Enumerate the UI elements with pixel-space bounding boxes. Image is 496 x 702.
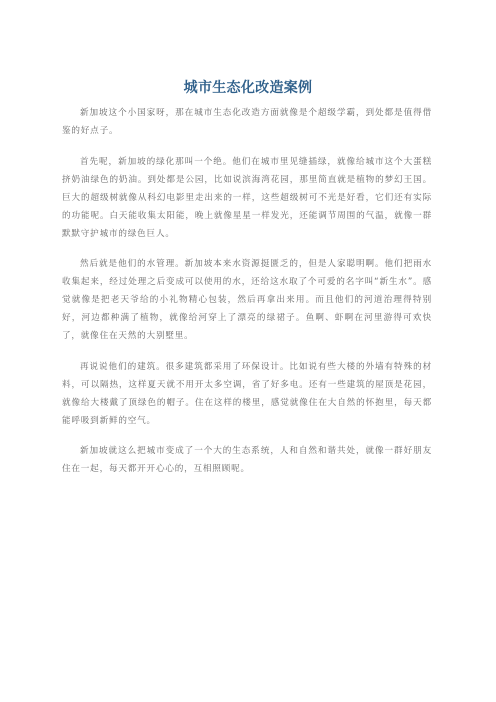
paragraph-greening: 首先呢，新加坡的绿化那叫一个绝。他们在城市里见缝插绿，就像给城市这个大蛋糕挤奶油绿色的奶油。到处都是公园，比如说滨海湾花园，那里简直就是植物的梦幻王国。巨大的超级树就像从科幻电影里走出来的一样，这些超级树可不光是好看，它们还有实际的功能呢。白天能收集太阳能，晚上就像星星一样发光，还能调节周围的气温，就像一群默默守护城市的绿色巨人。 [62,156,432,239]
paragraph-water-management: 然后就是他们的水管理。新加坡本来水资源挺匮乏的，但是人家聪明啊。他们把雨水收集起来，经过处理之后变成可以使用的水，还给这水取了个可爱的名字叫“新生水”。感觉就像是把老天爷给的小礼物精心包装，然后再拿出来用。而且他们的河道治理得特别好，河边都种满了植物，就像给河穿上了漂亮的绿裙子。鱼啊、虾啊在河里游得可欢快了，就像住在天然的大别墅里。 [62,259,432,341]
paragraph-conclusion: 新加坡就这么把城市变成了一个大的生态系统，人和自然和谐共处，就像一群好朋友住在一起，每天都开开心心的，互相照顾呢。 [62,446,432,474]
paragraph-intro: 新加坡这个小国家呀，那在城市生态化改造方面就像是个超级学霸，到处都是值得借鉴的好点子。 [62,108,432,136]
document-body [62,104,432,491]
paragraph-buildings: 再说说他们的建筑。很多建筑都采用了环保设计。比如说有些大楼的外墙有特殊的材料，可以隔热，这样夏天就不用开太多空调，省了好多电。还有一些建筑的屋顶是花园，就像给大楼戴了顶绿色的帽子。住在这样的楼里，感觉就像住在大自然的怀抱里，每天都能呼吸到新鲜的空气。 [62,361,432,426]
document-title: 城市生态化改造案例 [183,80,313,96]
